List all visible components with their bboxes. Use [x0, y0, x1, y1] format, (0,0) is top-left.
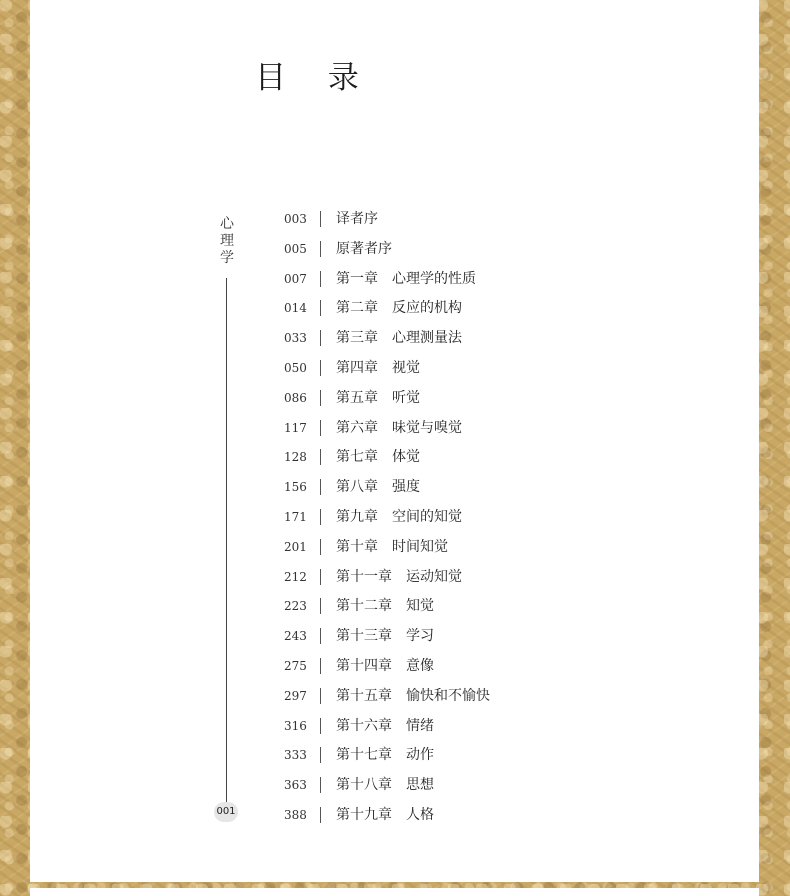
toc-title: 第十三章 学习 [336, 628, 434, 645]
toc-entry-chapter-2[interactable] [30, 294, 759, 324]
book-page [30, 0, 759, 882]
toc-separator [320, 420, 321, 436]
toc-title: 第十一章 运动知觉 [336, 568, 462, 585]
toc-separator [320, 628, 321, 644]
toc-entry-preface-translator[interactable] [30, 205, 759, 235]
toc-separator [320, 539, 321, 555]
toc-entry-chapter-14[interactable] [30, 652, 759, 682]
toc-separator [320, 718, 321, 734]
toc-page-number: 171 [284, 509, 307, 524]
toc-entry-chapter-9[interactable] [30, 503, 759, 533]
toc-title: 第十九章 人格 [336, 806, 434, 823]
toc-entry-chapter-8[interactable] [30, 473, 759, 503]
toc-entry-chapter-1[interactable] [30, 265, 759, 295]
toc-title: 第七章 体觉 [336, 449, 420, 466]
toc-entry-chapter-3[interactable] [30, 324, 759, 354]
side-title-char: 学 [220, 250, 234, 266]
toc-entry-chapter-5[interactable] [30, 384, 759, 414]
toc-separator [320, 211, 321, 227]
toc-page-number: 117 [284, 420, 307, 435]
toc-title: 第十五章 愉快和不愉快 [336, 687, 490, 704]
toc-title: 第八章 强度 [336, 479, 420, 496]
toc-entry-chapter-4[interactable] [30, 354, 759, 384]
toc-page-number: 297 [284, 688, 307, 703]
toc-page-number: 316 [284, 718, 307, 733]
toc-separator [320, 658, 321, 674]
toc-title: 第三章 心理测量法 [336, 330, 462, 347]
toc-title: 第十章 时间知觉 [336, 538, 448, 555]
toc-separator [320, 747, 321, 763]
toc-title: 第九章 空间的知觉 [336, 508, 462, 525]
toc-entry-chapter-10[interactable] [30, 533, 759, 563]
toc-page-number: 128 [284, 450, 307, 465]
side-title-char: 理 [220, 233, 234, 249]
toc-entry-chapter-18[interactable] [30, 771, 759, 801]
toc-title: 第十四章 意像 [336, 657, 434, 674]
toc-page-number: 003 [284, 212, 307, 226]
toc-page-number: 050 [284, 360, 307, 375]
toc-separator [320, 777, 321, 793]
toc-separator [320, 300, 321, 316]
toc-page-number: 275 [284, 658, 307, 673]
toc-title: 第五章 听觉 [336, 389, 420, 406]
toc-page-number: 014 [284, 301, 307, 316]
toc-page-number: 201 [284, 539, 307, 554]
toc-entry-chapter-7[interactable] [30, 443, 759, 473]
toc-title: 第六章 味觉与嗅觉 [336, 419, 462, 436]
toc-separator [320, 241, 321, 257]
toc-page-number: 243 [284, 629, 307, 644]
toc-title: 原著者序 [336, 240, 392, 257]
toc-entry-preface-author[interactable] [30, 235, 759, 265]
toc-title: 第二章 反应的机构 [336, 300, 462, 317]
toc-title: 第十七章 动作 [336, 747, 434, 764]
toc-separator [320, 360, 321, 376]
toc-page-number: 333 [284, 748, 307, 763]
toc-entry-chapter-16[interactable] [30, 712, 759, 742]
toc-entry-chapter-17[interactable] [30, 741, 759, 771]
toc-page-number: 086 [284, 390, 307, 405]
toc-entry-chapter-13[interactable] [30, 622, 759, 652]
toc-separator [320, 271, 321, 287]
toc-title: 第一章 心理学的性质 [336, 270, 476, 287]
toc-separator [320, 598, 321, 614]
toc-separator [320, 509, 321, 525]
page-number-badge: 001 [214, 802, 238, 822]
toc-title: 译者序 [336, 211, 378, 227]
toc-page-number: 005 [284, 241, 307, 256]
toc-entry-chapter-19[interactable] [30, 801, 759, 831]
toc-page-number: 156 [284, 480, 307, 495]
toc-separator [320, 390, 321, 406]
page-title: 目 录 [255, 60, 375, 96]
table-of-contents [30, 205, 759, 831]
toc-page-number: 212 [284, 569, 307, 584]
toc-page-number: 363 [284, 778, 307, 793]
toc-page-number: 388 [284, 807, 307, 822]
toc-entry-chapter-6[interactable] [30, 414, 759, 444]
next-page-edge [30, 888, 759, 896]
side-title-char: 心 [220, 216, 234, 232]
toc-title: 第十二章 知觉 [336, 598, 434, 615]
toc-title: 第四章 视觉 [336, 359, 420, 376]
toc-separator [320, 479, 321, 495]
toc-page-number: 007 [284, 271, 307, 286]
toc-separator [320, 330, 321, 346]
toc-entry-chapter-11[interactable] [30, 563, 759, 593]
toc-page-number: 223 [284, 599, 307, 614]
toc-entry-chapter-15[interactable] [30, 682, 759, 712]
toc-title: 第十八章 思想 [336, 777, 434, 794]
toc-separator [320, 449, 321, 465]
toc-title: 第十六章 情绪 [336, 717, 434, 734]
toc-page-number: 033 [284, 331, 307, 346]
toc-entry-chapter-12[interactable] [30, 592, 759, 622]
toc-separator [320, 807, 321, 823]
toc-separator [320, 569, 321, 585]
toc-separator [320, 688, 321, 704]
